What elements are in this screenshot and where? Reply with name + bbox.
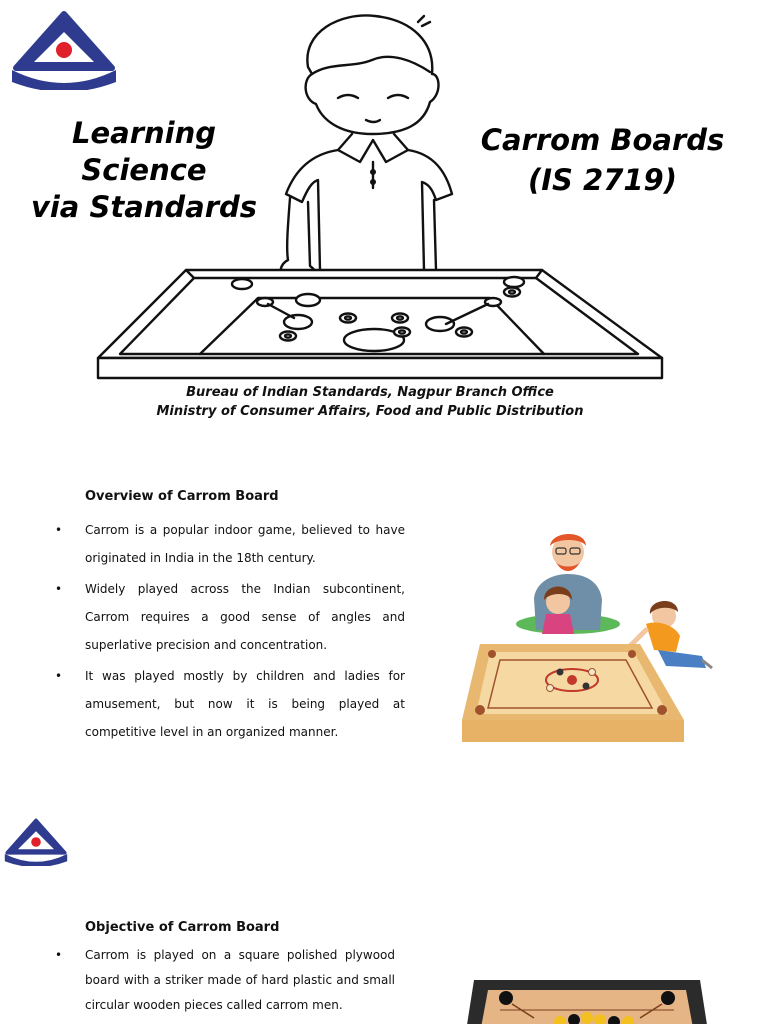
publisher-line1: Bureau of Indian Standards, Nagpur Branch Office [186,385,554,400]
objective-heading: Objective of Carrom Board [85,920,280,935]
document-title-line2: (IS 2719) [528,163,677,197]
boy-playing-carrom-drawing [90,12,670,384]
overview-bullet-list [55,516,405,749]
document-title-line1: Carrom Boards [480,123,725,157]
series-title-line2: via Standards [30,190,258,224]
objective-bullet-list [55,943,395,1018]
overview-bullet: • It was played mostly by children and ladies for amusement, but now it is being played at competitive level in an organized manner. [55,662,405,746]
overview-bullet: • Widely played across the Indian subcontinent, Carrom requires a good sense of angles and superlative precision and concentration. [55,575,405,659]
publisher-info [120,383,620,421]
series-title-line1: Learning Science [71,116,216,187]
carrom-board-photo [464,974,710,1024]
family-playing-carrom-illustration [440,520,730,770]
bis-logo-small-icon [2,818,70,866]
objective-bullet: • Carrom is played on a square polished plywood board with a striker made of hard plastic and small circular wooden pieces called carrom men. [55,943,395,1018]
publisher-line2: Ministry of Consumer Affairs, Food and Public Distribution [156,404,584,419]
bis-logo-secondary [2,818,70,866]
overview-heading: Overview of Carrom Board [85,489,279,504]
overview-bullet: • Carrom is a popular indoor game, believed to have originated in India in the 18th century. [55,516,405,572]
logo-motto: मानकः पथप्रदर्शकः [40,74,88,82]
